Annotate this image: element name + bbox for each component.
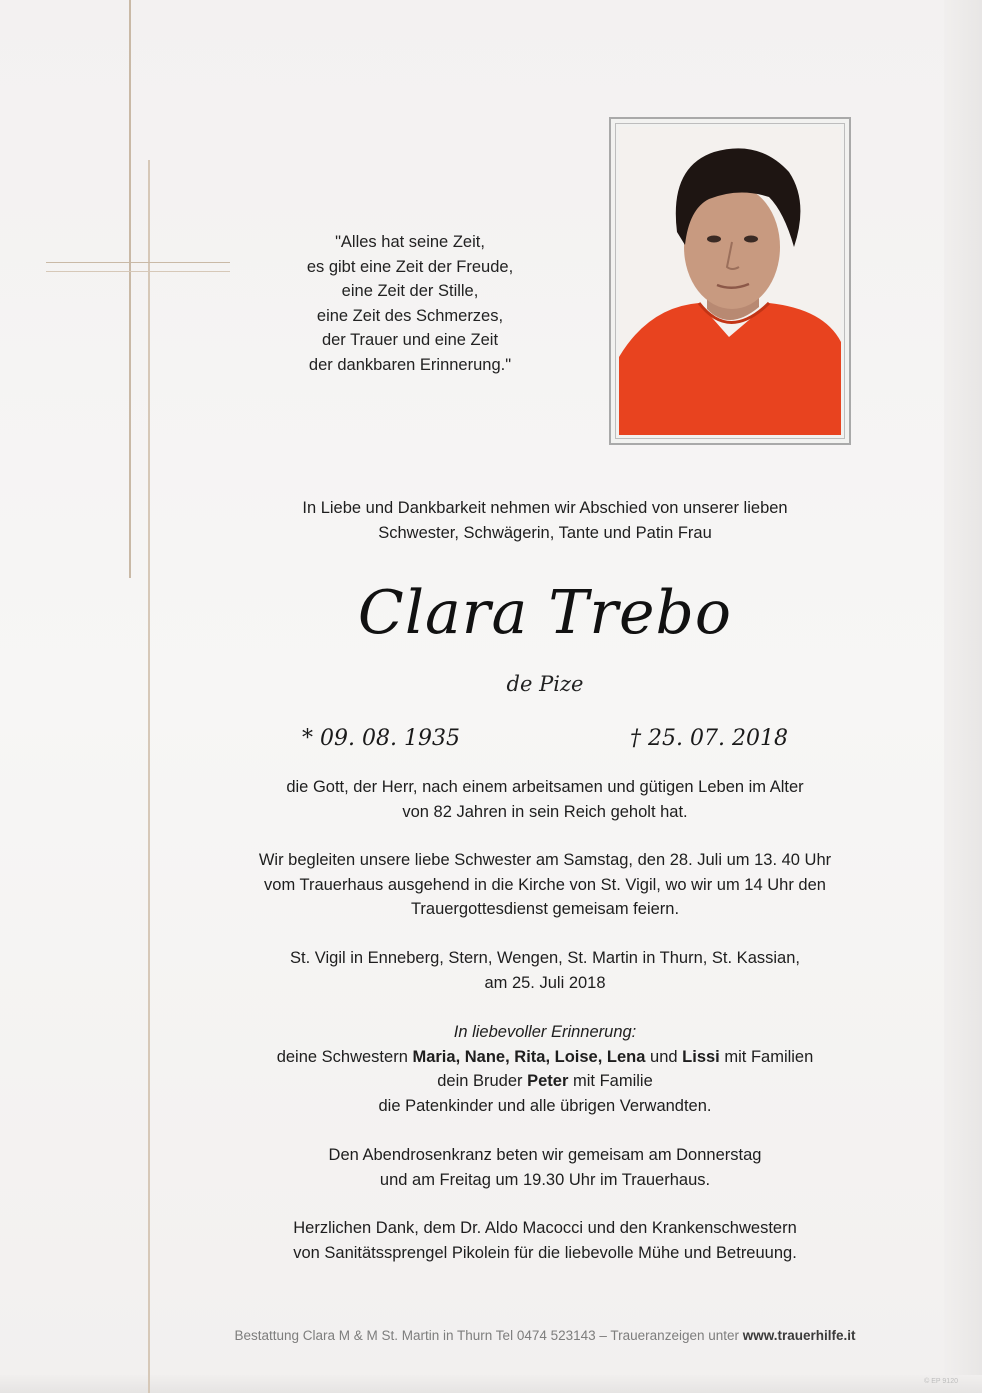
page-edge-right: [944, 0, 982, 1393]
cross-horizontal-line-2: [46, 271, 230, 272]
paragraph-line: Wir begleiten unsere liebe Schwester am Samstag, den 28. Juli um 13. 40 Uhr: [258, 851, 832, 869]
sister-name: Rita,: [514, 1047, 551, 1066]
print-stamp: © EP 9120: [924, 1378, 958, 1385]
paragraph-thanks: [200, 1216, 890, 1265]
portrait-photo: [619, 127, 841, 435]
mourners-heading: In liebevoller Erinnerung:: [453, 1023, 637, 1041]
paragraph-funeral: [200, 848, 890, 922]
text-span: mit Familie: [573, 1072, 653, 1091]
funeral-home-footer: [200, 1328, 890, 1343]
portrait-photo-frame: [609, 117, 851, 445]
sister-name: Nane,: [464, 1047, 510, 1066]
birth-date: * 09. 08. 1935: [302, 726, 460, 751]
text-span: mit Familien: [724, 1047, 814, 1066]
paragraph-line: Den Abendrosenkranz beten wir gemeisam am Donnerstag: [328, 1146, 762, 1164]
cross-horizontal-line-1: [46, 262, 230, 263]
paragraph-line: die Gott, der Herr, nach einem arbeitsamen und gütigen Leben im Alter: [286, 778, 804, 796]
quote-line: eine Zeit der Stille,: [341, 282, 479, 301]
quote-line: der Trauer und eine Zeit: [321, 331, 499, 350]
paragraph-line: vom Trauerhaus ausgehend in die Kirche von St. Vigil, wo wir um 14 Uhr den: [264, 875, 826, 894]
intro-line: Schwester, Schwägerin, Tante und Patin Frau: [378, 523, 712, 542]
paragraph-places-date: [200, 946, 890, 995]
paragraph-line: und am Freitag um 19.30 Uhr im Trauerhaus.: [379, 1170, 711, 1189]
death-date: † 25. 07. 2018: [630, 726, 788, 751]
mourners-others-line: die Patenkinder und alle übrigen Verwandten.: [378, 1096, 712, 1115]
intro-text: [200, 496, 890, 545]
sister-name: Loise,: [554, 1047, 603, 1066]
paragraph-line: am 25. Juli 2018: [484, 973, 606, 992]
mourners-section: [200, 1020, 890, 1118]
mourners-brother-line: [200, 1069, 890, 1094]
text-span: deine Schwestern: [276, 1047, 408, 1066]
text-span: und: [650, 1047, 678, 1066]
sister-name: Lissi: [682, 1047, 720, 1066]
quote-line: "Alles hat seine Zeit,: [335, 233, 485, 251]
paragraph-line: von Sanitätssprengel Pikolein für die liebevolle Mühe und Betreuung.: [293, 1243, 797, 1262]
paragraph-line: von 82 Jahren in sein Reich geholt hat.: [402, 802, 688, 821]
text-span: dein Bruder: [437, 1072, 523, 1091]
paragraph-line: Herzlichen Dank, dem Dr. Aldo Macocci und den Krankenschwestern: [293, 1219, 797, 1237]
quote-line: eine Zeit des Schmerzes,: [316, 306, 504, 325]
paragraph-life: [200, 775, 890, 824]
footer-text: Bestattung Clara M & M St. Martin in Thurn Tel 0474 523143 – Traueranzeigen unter: [234, 1328, 743, 1343]
paragraph-line: St. Vigil in Enneberg, Stern, Wengen, St. Martin in Thurn, St. Kassian,: [290, 949, 800, 967]
sister-name: Maria,: [412, 1047, 461, 1066]
cross-vertical-line-2: [148, 160, 150, 1393]
intro-line: In Liebe und Dankbarkeit nehmen wir Abschied von unserer lieben: [302, 499, 788, 517]
footer-website-link[interactable]: www.trauerhilfe.it: [742, 1328, 856, 1343]
deceased-nickname: de Pize: [506, 672, 584, 696]
memorial-quote: [260, 230, 560, 378]
paragraph-rosary: [200, 1143, 890, 1192]
brother-name: Peter: [527, 1072, 569, 1091]
cross-vertical-line-1: [129, 0, 131, 578]
quote-line: der dankbaren Erinnerung.": [308, 355, 512, 374]
deceased-name: Clara Trebo: [357, 578, 733, 648]
mourners-sisters-line: [200, 1045, 890, 1070]
quote-line: es gibt eine Zeit der Freude,: [306, 257, 514, 276]
sister-name: Lena: [606, 1047, 646, 1066]
paragraph-line: Trauergottesdienst gemeisam feiern.: [410, 900, 680, 919]
